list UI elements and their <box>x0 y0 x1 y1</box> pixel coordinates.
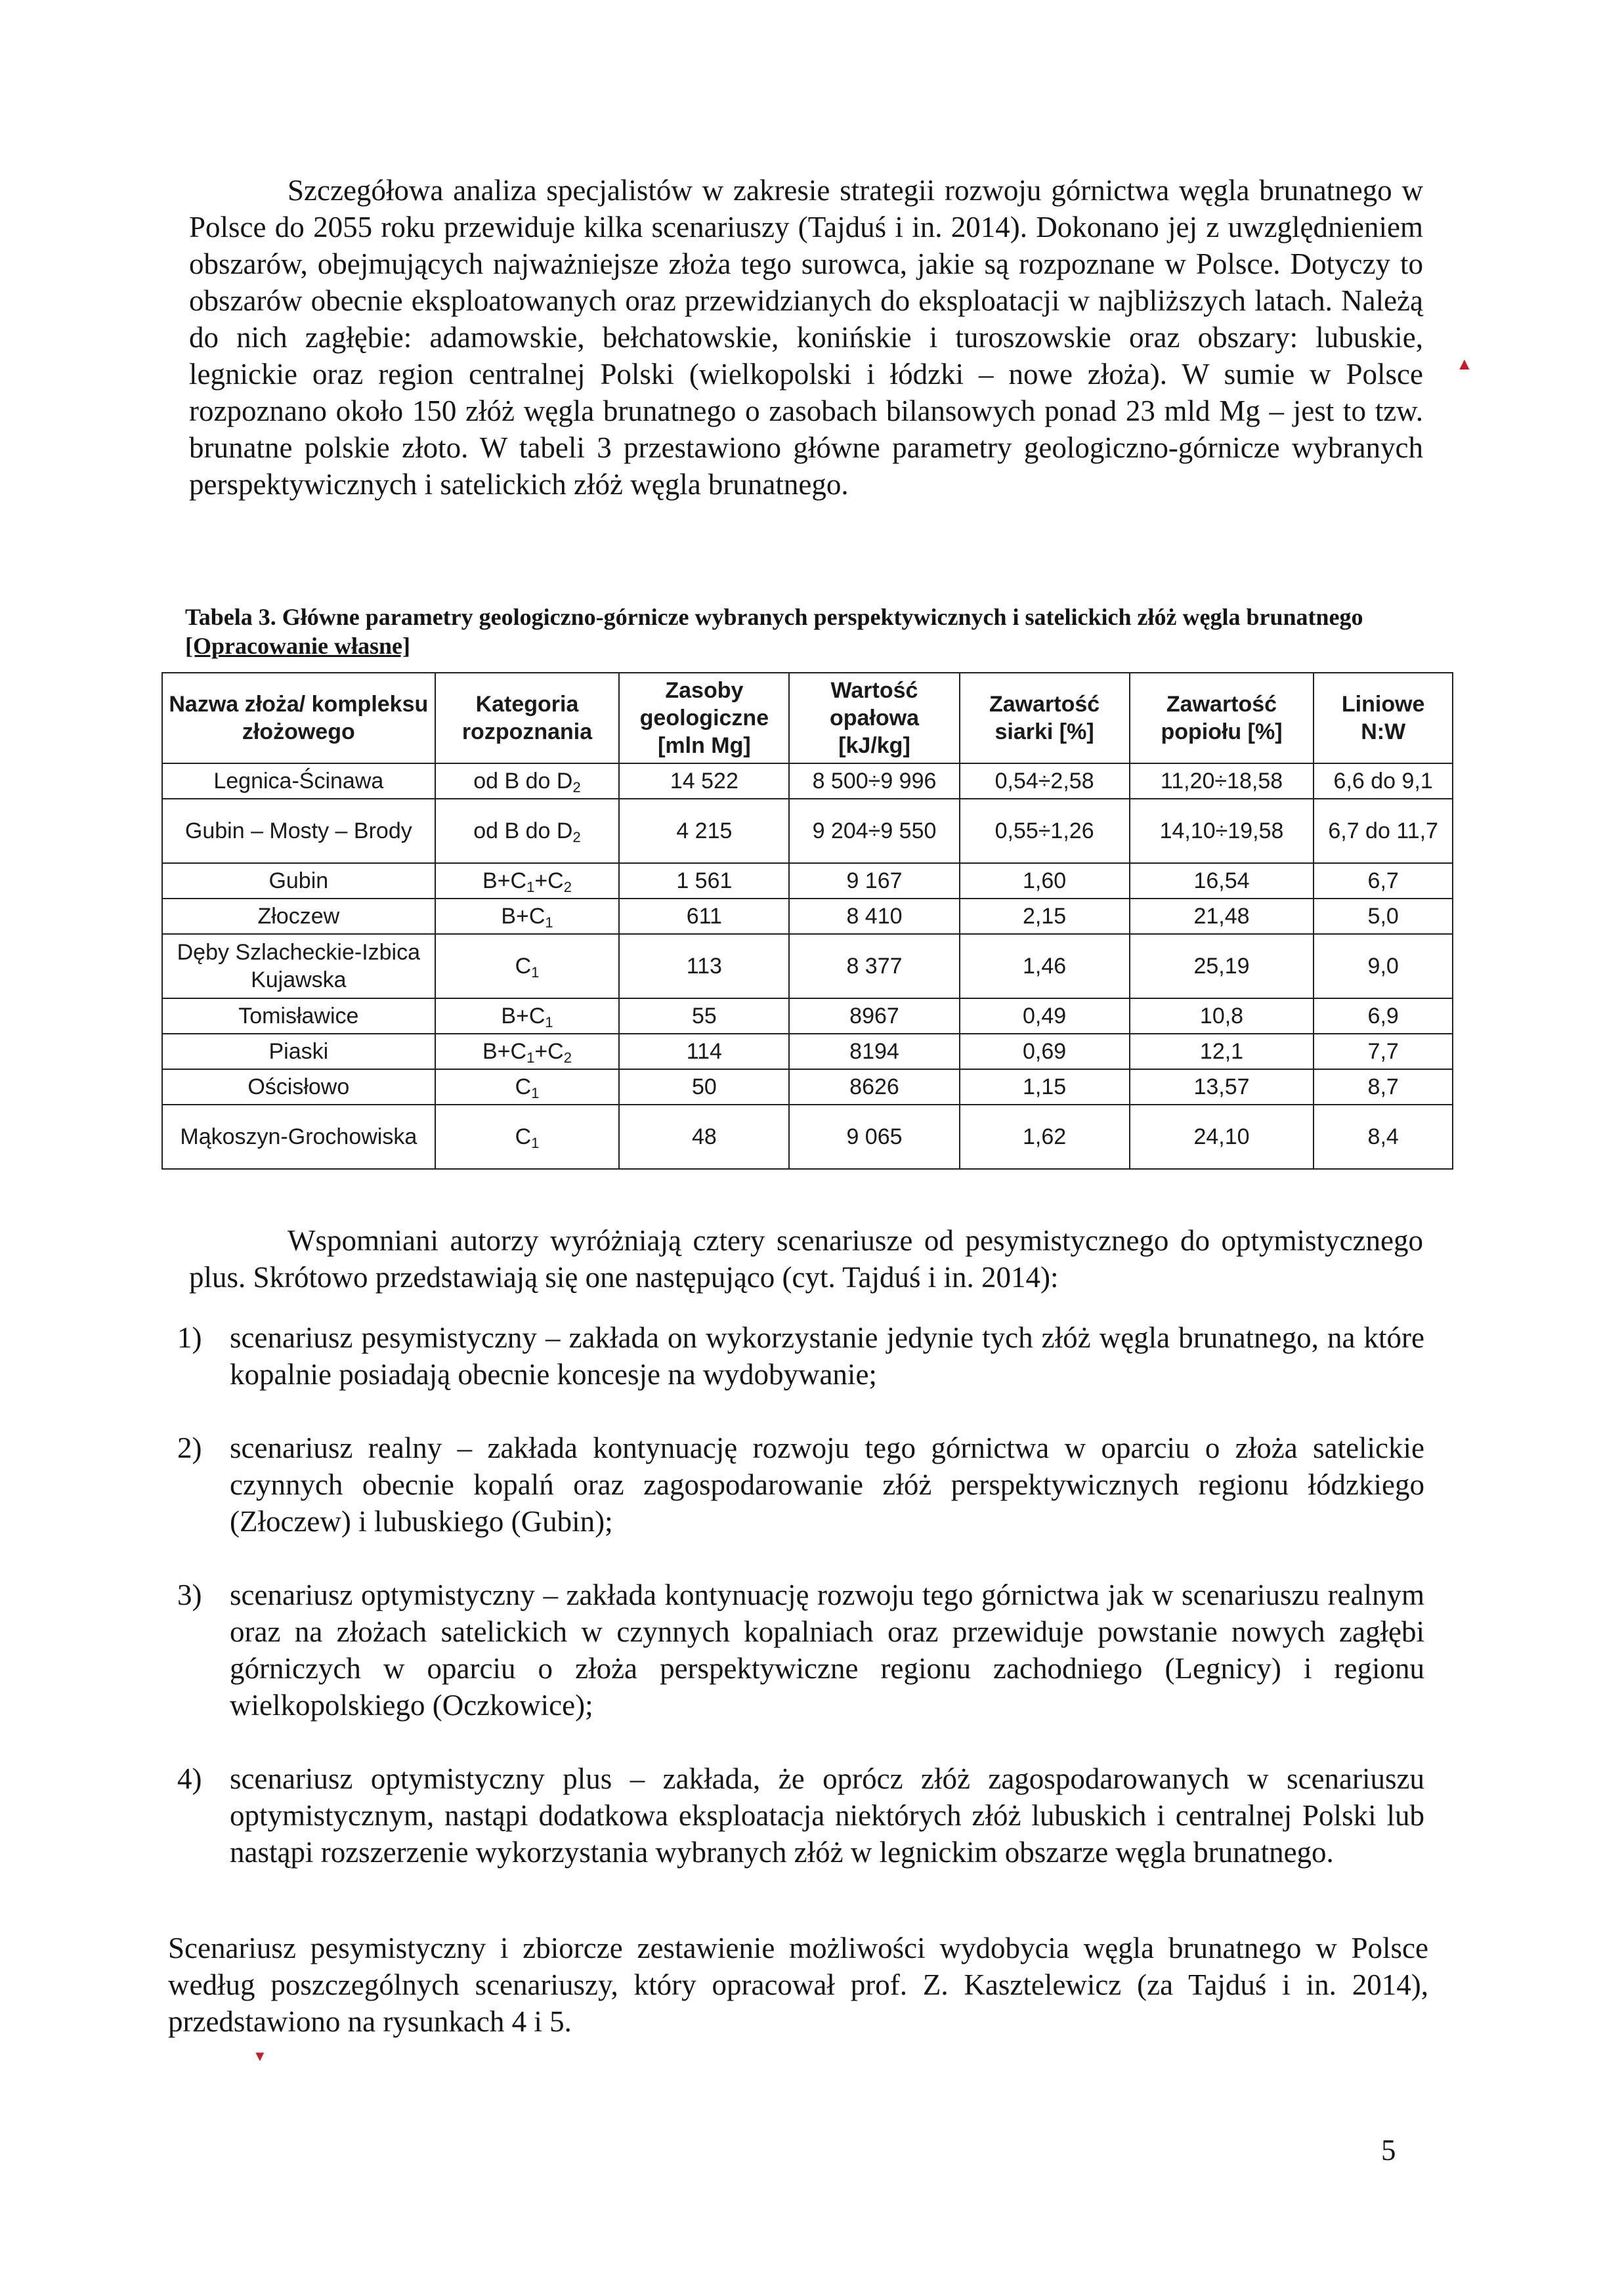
cell-ratio: 6,7 do 11,7 <box>1314 799 1453 863</box>
cell-category: od B do $D_2$ <box>435 799 620 863</box>
table-row <box>162 863 1453 899</box>
col-header-name: Nazwa złoża/ kompleksu złożowego <box>162 673 435 763</box>
cell-resources: 4 215 <box>619 799 789 863</box>
cell-ratio: 9,0 <box>1314 934 1453 998</box>
cell-ash: 25,19 <box>1130 934 1314 998</box>
intro-paragraph: Szczegółowa analiza specjalistów w zakresie strategii rozwoju górnictwa węgla brunatnego w Polsce do 2055 roku przewiduje kilka scenariuszy (Tajduś i in. 2014). Dokonano jej z uwzględnieniem obszarów, obejmujących najważniejsze złoża tego surowca, jakie są rozpoznane w Polsce. Dotyczy to obszarów obecnie eksploatowanych oraz przewidzianych do eksploatacji w najbliższych latach. Należą do nich zagłębie: adamowskie, bełchatowskie, konińskie i turoszowskie oraz obszary: lubuskie, legnickie oraz region centralnej Polski (wielkopolski i łódzki – nowe złoża). W sumie w Polsce rozpoznano około 150 złóż węgla brunatnego o zasobach bilansowych ponad 23 mld Mg – jest to tzw. brunatne polskie złoto. W tabeli 3 przestawiono główne parametry geologiczno-górnicze wybranych perspektywicznych i satelickich złóż węgla brunatnego. <box>189 174 1423 501</box>
cell-resources: 113 <box>619 934 789 998</box>
cell-resources: 50 <box>619 1069 789 1105</box>
cell-heat-value: 8626 <box>789 1069 959 1105</box>
col-header-ash: Zawartość popiołu [%] <box>1130 673 1314 763</box>
col-header-sulfur: Zawartość siarki [%] <box>960 673 1130 763</box>
cell-ash: 12,1 <box>1130 1034 1314 1069</box>
table-row <box>162 763 1453 799</box>
cell-ash: 11,20÷18,58 <box>1130 763 1314 799</box>
parameters-table <box>161 672 1453 1170</box>
cell-sulfur: 2,15 <box>960 899 1130 934</box>
cell-resources: 48 <box>619 1105 789 1169</box>
cell-heat-value: 8967 <box>789 998 959 1034</box>
cell-name: Gubin – Mosty – Brody <box>162 799 435 863</box>
table-caption-source: [Opracowanie własne] <box>185 633 410 659</box>
cell-heat-value: 8 377 <box>789 934 959 998</box>
cell-heat-value: 8194 <box>789 1034 959 1069</box>
list-item <box>177 1577 1424 1724</box>
list-item-text: scenariusz realny – zakłada kontynuację rozwoju tego górnictwa w oparciu o złoża satelickie czynnych obecnie kopalń oraz zagospodarowanie złóż perspektywicznych regionu łódzkiego (Złoczew) i lubuskiego (Gubin); <box>230 1431 1424 1538</box>
table-row <box>162 899 1453 934</box>
cell-ash: 21,48 <box>1130 899 1314 934</box>
cell-sulfur: 1,15 <box>960 1069 1130 1105</box>
list-item-number: 2) <box>177 1431 202 1464</box>
cell-category: $B+C_1+C_2$ <box>435 1034 620 1069</box>
cell-heat-value: 9 065 <box>789 1105 959 1169</box>
cell-ash: 16,54 <box>1130 863 1314 899</box>
cell-heat-value: 9 204÷9 550 <box>789 799 959 863</box>
table-caption-main: Tabela 3. Główne parametry geologiczno-górnicze wybranych perspektywicznych i satelickich złóż węgla brunatnego <box>185 604 1363 630</box>
cell-ash: 10,8 <box>1130 998 1314 1034</box>
cell-category: $B+C_1+C_2$ <box>435 863 620 899</box>
list-item <box>177 1760 1424 1871</box>
cell-category: $C_1$ <box>435 934 620 998</box>
cell-sulfur: 0,55÷1,26 <box>960 799 1130 863</box>
list-item-text: scenariusz optymistyczny – zakłada kontynuację rozwoju tego górnictwa jak w scenariuszu realnym oraz na złożach satelickich w czynnych kopalniach oraz przewiduje powstanie nowych zagłębi górniczych w oparciu o złoża perspektywiczne regionu zachodniego (Legnicy) i regionu wielkopolskiego (Oczkowice); <box>230 1579 1424 1722</box>
table-row <box>162 799 1453 863</box>
table-row <box>162 1034 1453 1069</box>
col-header-category: Kategoria rozpoznania <box>435 673 620 763</box>
ink-mark: ▼ <box>253 2048 267 2064</box>
cell-name: Piaski <box>162 1034 435 1069</box>
cell-resources: 55 <box>619 998 789 1034</box>
list-item <box>177 1319 1424 1393</box>
ink-mark: ▲ <box>1456 354 1473 373</box>
list-item-text: scenariusz pesymistyczny – zakłada on wykorzystanie jedynie tych złóż węgla brunatnego, na które kopalnie posiadają obecnie koncesje na wydobywanie; <box>230 1321 1424 1391</box>
cell-category: $C_1$ <box>435 1105 620 1169</box>
col-header-heat-value: Wartość opałowa [kJ/kg] <box>789 673 959 763</box>
cell-sulfur: 1,60 <box>960 863 1130 899</box>
closing-paragraph: Scenariusz pesymistyczny i zbiorcze zestawienie możliwości wydobycia węgla brunatnego w Polsce według poszczególnych scenariuszy, który opracował prof. Z. Kasztelewicz (za Tajduś i in. 2014), przedstawiono na rysunkach 4 i 5. <box>168 1932 1428 2038</box>
scenarios-intro-paragraph: Wspomniani autorzy wyróżniają cztery scenariusze od pesymistycznego do optymistycznego plus. Skrótowo przedstawiają się one następująco (cyt. Tajduś i in. 2014): <box>189 1224 1423 1294</box>
cell-ratio: 6,7 <box>1314 863 1453 899</box>
cell-sulfur: 0,49 <box>960 998 1130 1034</box>
table-row <box>162 1105 1453 1169</box>
page-number: 5 <box>1381 2134 1396 2167</box>
cell-heat-value: 9 167 <box>789 863 959 899</box>
cell-resources: 1 561 <box>619 863 789 899</box>
cell-ratio: 6,9 <box>1314 998 1453 1034</box>
table-row <box>162 934 1453 998</box>
cell-sulfur: 0,54÷2,58 <box>960 763 1130 799</box>
cell-resources: 114 <box>619 1034 789 1069</box>
table-header-row <box>162 673 1453 763</box>
cell-ash: 13,57 <box>1130 1069 1314 1105</box>
cell-category: $B+C_1$ <box>435 899 620 934</box>
cell-category: $B+C_1$ <box>435 998 620 1034</box>
cell-heat-value: 8 500÷9 996 <box>789 763 959 799</box>
cell-category: od B do $D_2$ <box>435 763 620 799</box>
list-item-number: 4) <box>177 1762 202 1795</box>
cell-ash: 14,10÷19,58 <box>1130 799 1314 863</box>
cell-ratio: 5,0 <box>1314 899 1453 934</box>
col-header-resources: Zasoby geologiczne [mln Mg] <box>619 673 789 763</box>
cell-resources: 611 <box>619 899 789 934</box>
list-item-number: 1) <box>177 1321 202 1354</box>
cell-ash: 24,10 <box>1130 1105 1314 1169</box>
list-item <box>177 1430 1424 1540</box>
col-header-ratio: Liniowe N:W <box>1314 673 1453 763</box>
table-row <box>162 1069 1453 1105</box>
list-item-text: scenariusz optymistyczny plus – zakłada, że oprócz złóż zagospodarowanych w scenariuszu optymistycznym, nastąpi dodatkowa eksploatacja niektórych złóż lubuskich i centralnej Polski lub nastąpi rozszerzenie wykorzystania wybranych złóż w legnickim obszarze węgla brunatnego. <box>230 1762 1424 1869</box>
cell-name: Mąkoszyn-Grochowiska <box>162 1105 435 1169</box>
cell-heat-value: 8 410 <box>789 899 959 934</box>
list-item-number: 3) <box>177 1579 202 1611</box>
table-caption <box>185 603 1432 660</box>
cell-name: Gubin <box>162 863 435 899</box>
cell-ratio: 7,7 <box>1314 1034 1453 1069</box>
cell-resources: 14 522 <box>619 763 789 799</box>
cell-sulfur: 0,69 <box>960 1034 1130 1069</box>
cell-name: Dęby Szlacheckie-Izbica Kujawska <box>162 934 435 998</box>
cell-name: Legnica-Ścinawa <box>162 763 435 799</box>
cell-name: Tomisławice <box>162 998 435 1034</box>
cell-ratio: 8,7 <box>1314 1069 1453 1105</box>
table-row <box>162 998 1453 1034</box>
cell-name: Złoczew <box>162 899 435 934</box>
cell-sulfur: 1,62 <box>960 1105 1130 1169</box>
cell-sulfur: 1,46 <box>960 934 1130 998</box>
cell-category: $C_1$ <box>435 1069 620 1105</box>
cell-ratio: 8,4 <box>1314 1105 1453 1169</box>
scenarios-list <box>177 1319 1424 1907</box>
cell-name: Ościsłowo <box>162 1069 435 1105</box>
cell-ratio: 6,6 do 9,1 <box>1314 763 1453 799</box>
